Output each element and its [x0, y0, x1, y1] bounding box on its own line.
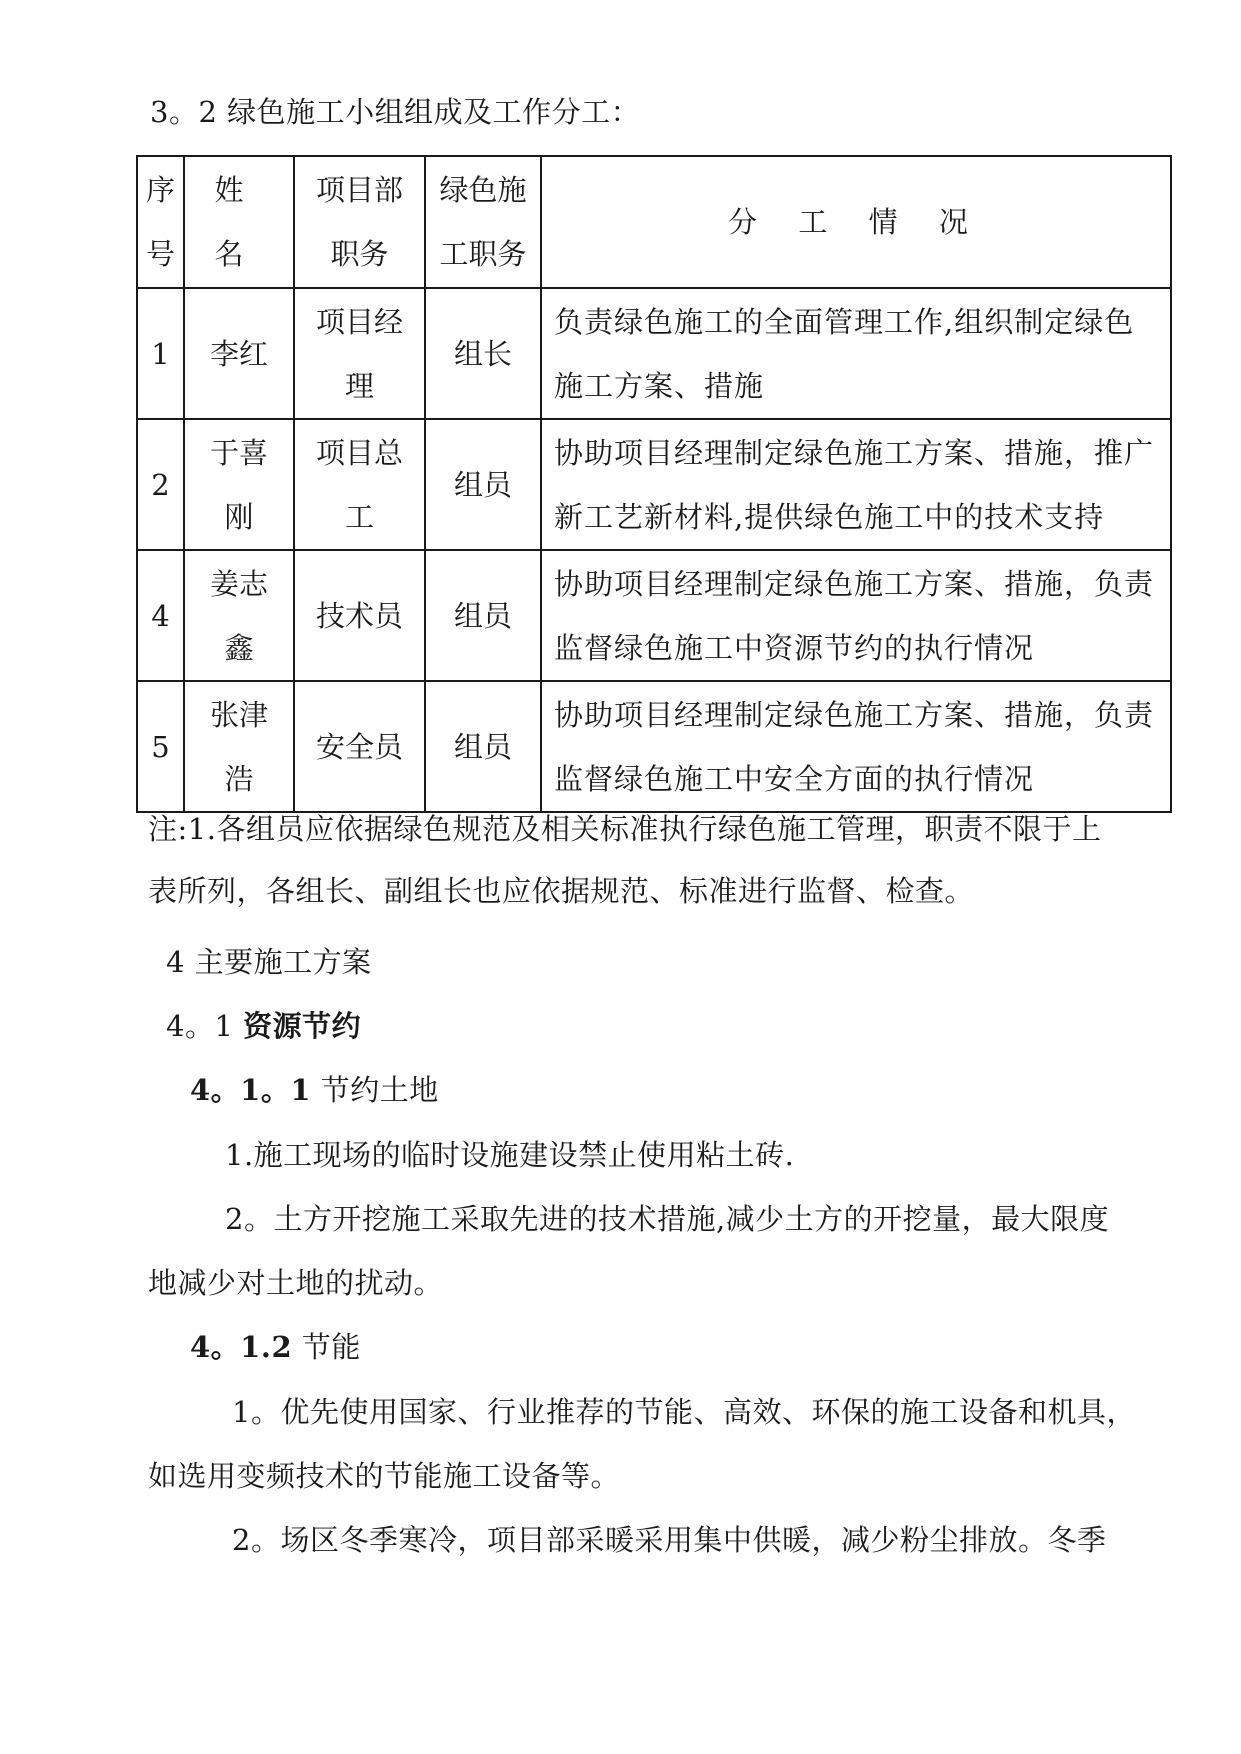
division-table: [136, 155, 1172, 813]
subsection-4-1-2: [190, 1327, 361, 1367]
subsection-4-1: [166, 1006, 361, 1046]
cell-seq: 1: [137, 288, 184, 419]
table-header-row: [137, 156, 1171, 288]
section-4-title: 4 主要施工方案: [166, 945, 372, 979]
table-row: [137, 288, 1171, 419]
table-row: [137, 419, 1171, 550]
subsection-4-1-1-title: 节约土地: [320, 1073, 439, 1107]
paragraph-item-4-line-1: 2。场区冬季寒冷，项目部采暖采用集中供暖，减少粉尘排放。冬季: [232, 1523, 1107, 1557]
cell-seq: 2: [137, 419, 184, 550]
cell-seq: 4: [137, 550, 184, 681]
cell-green-post: 组员: [425, 550, 541, 681]
cell-duty: 协助项目经理制定绿色施工方案、措施，负责监督绿色施工中安全方面的执行情况: [541, 681, 1171, 812]
cell-project-post: 技术员: [294, 550, 425, 681]
header-seq: 序号: [137, 156, 184, 288]
subsection-4-1-title: 资源节约: [243, 1009, 362, 1043]
cell-name: 李红: [184, 288, 294, 419]
cell-duty: 负责绿色施工的全面管理工作,组织制定绿色施工方案、措施: [541, 288, 1171, 419]
cell-seq: 5: [137, 681, 184, 812]
note-line-2: 表所列，各组长、副组长也应依据规范、标准进行监督、检查。: [148, 874, 975, 908]
cell-duty: 协助项目经理制定绿色施工方案、措施，推广新工艺新材料,提供绿色施工中的技术支持: [541, 419, 1171, 550]
cell-duty: 协助项目经理制定绿色施工方案、措施，负责监督绿色施工中资源节约的执行情况: [541, 550, 1171, 681]
paragraph-item-3-line-1: 1。优先使用国家、行业推荐的节能、高效、环保的施工设备和机具，: [232, 1395, 1136, 1429]
paragraph-item-2-line-2: 地减少对土地的扰动。: [148, 1266, 444, 1300]
subsection-4-1-1-number: 4。1。1: [190, 1073, 312, 1107]
subsection-4-1-1: [190, 1070, 439, 1110]
cell-name: 张津浩: [184, 681, 294, 812]
header-project-post: 项目部职务: [294, 156, 425, 288]
note-line-1: 注:1.各组员应依据绿色规范及相关标准执行绿色施工管理，职责不限于上: [148, 812, 1102, 846]
section-title: 3。2 绿色施工小组组成及工作分工：: [150, 95, 641, 129]
header-duty: 分 工 情 况: [541, 156, 1171, 288]
header-green-post: 绿色施工职务: [425, 156, 541, 288]
paragraph-item-2-line-1: 2。土方开挖施工采取先进的技术措施,减少土方的开挖量，最大限度: [225, 1202, 1110, 1236]
subsection-4-1-number: 4。1: [166, 1009, 234, 1043]
cell-project-post: 项目总工: [294, 419, 425, 550]
cell-green-post: 组员: [425, 419, 541, 550]
paragraph-item-1: 1.施工现场的临时设施建设禁止使用粘土砖.: [225, 1138, 795, 1172]
subsection-4-1-2-title: 节能: [301, 1330, 361, 1364]
cell-name: 于喜刚: [184, 419, 294, 550]
cell-green-post: 组长: [425, 288, 541, 419]
header-name: 姓 名: [184, 156, 294, 288]
table-row: [137, 550, 1171, 681]
paragraph-item-3-line-2: 如选用变频技术的节能施工设备等。: [148, 1459, 621, 1493]
table-row: [137, 681, 1171, 812]
cell-name: 姜志鑫: [184, 550, 294, 681]
cell-green-post: 组员: [425, 681, 541, 812]
cell-project-post: 安全员: [294, 681, 425, 812]
cell-project-post: 项目经理: [294, 288, 425, 419]
subsection-4-1-2-number: 4。1.2: [190, 1330, 293, 1364]
